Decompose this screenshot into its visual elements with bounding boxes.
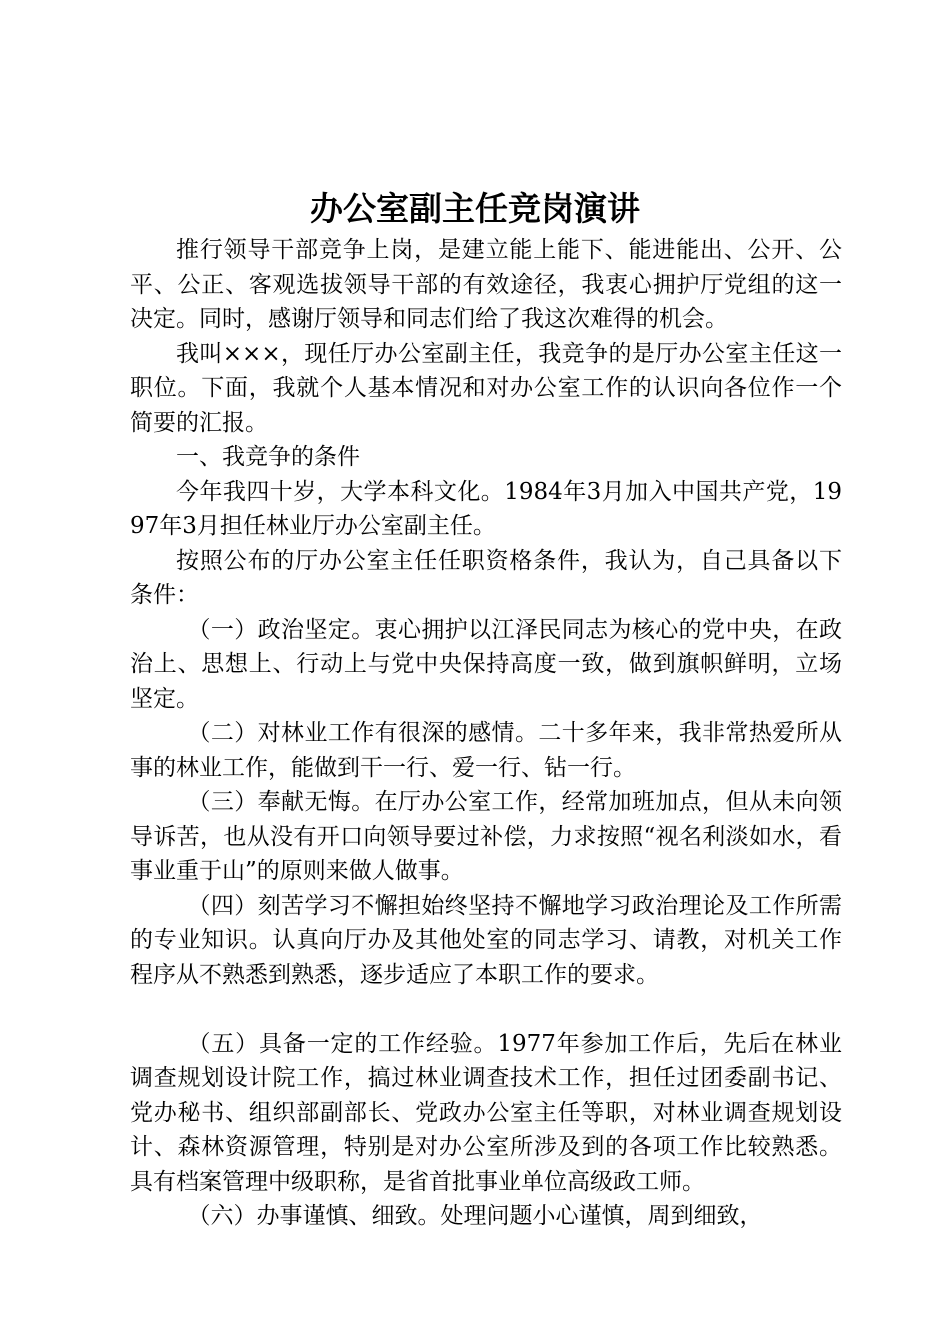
blank-line [130,992,842,1027]
paragraph-basic-info: 今年我四十岁，大学本科文化。1984年3月加入中国共产党，1997年3月担任林业厅办公室副主任。 [130,478,842,539]
paragraph-self-introduction: 我叫×××，现任厅办公室副主任，我竞争的是厅办公室主任这一职位。下面，我就个人基本情况和对办公室工作的认识向各位作一个简要的汇报。 [130,340,842,436]
paragraph-condition-6: （六）办事谨慎、细致。处理问题小心谨慎，周到细致， [187,1203,763,1229]
paragraph-conditions-intro: 按照公布的厅办公室主任任职资格条件，我认为，自己具备以下条件： [130,547,842,608]
paragraph-condition-1: （一）政治坚定。衷心拥护以江泽民同志为核心的党中央，在政治上、思想上、行动上与党中央保持高度一致，做到旗帜鲜明，立场坚定。 [130,616,842,712]
paragraph-condition-3: （三）奉献无悔。在厅办公室工作，经常加班加点，但从未向领导诉苦，也从没有开口向领导要过补偿，力求按照“视名利淡如水，看事业重于山”的原则来做人做事。 [130,789,842,884]
section-heading-conditions: 一、我竞争的条件 [176,444,360,470]
paragraph-condition-2: （二）对林业工作有很深的感情。二十多年来，我非常热爱所从事的林业工作，能做到干一行、爱一行、钻一行。 [130,720,842,781]
paragraph-condition-5: （五）具备一定的工作经验。1977年参加工作后，先后在林业调查规划设计院工作，搞过林业调查技术工作，担任过团委副书记、党办秘书、组织部副部长、党政办公室主任等职，对林业调查规划设计、森林资源管理，特别是对办公室所涉及到的各项工作比较熟悉。具有档案管理中级职称，是省首批事业单位高级政工师。 [130,1030,842,1195]
paragraph-intro: 推行领导干部竞争上岗，是建立能上能下、能进能出、公开、公平、公正、客观选拔领导干部的有效途径，我衷心拥护厅党组的这一决定。同时，感谢厅领导和同志们给了我这次难得的机会。 [130,237,842,332]
document-body [130,233,842,1234]
document-title: 办公室副主任竞岗演讲 [310,189,640,228]
paragraph-condition-4: （四）刻苦学习不懈担始终坚持不懈地学习政治理论及工作所需的专业知识。认真向厅办及其他处室的同志学习、请教，对机关工作程序从不熟悉到熟悉，逐步适应了本职工作的要求。 [130,892,842,988]
